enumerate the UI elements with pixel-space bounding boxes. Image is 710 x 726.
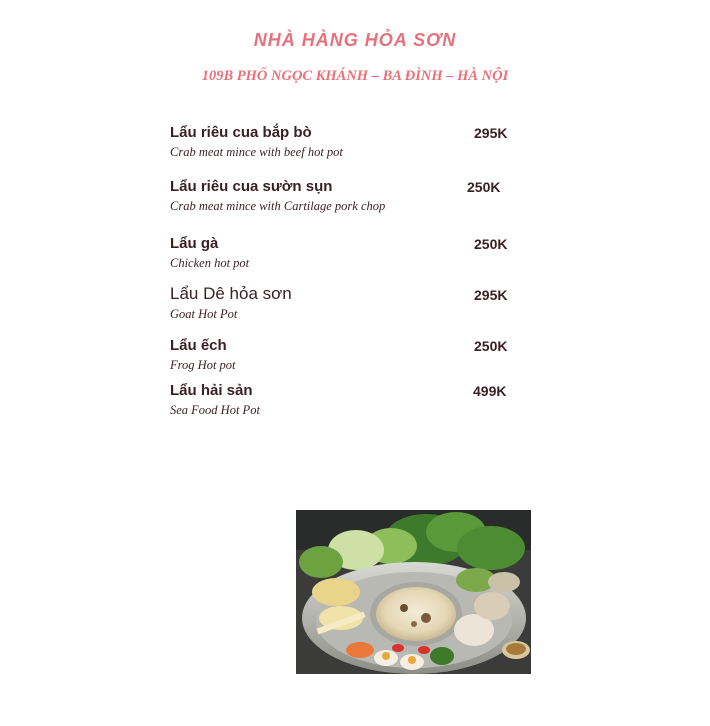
hot-pot-photo (296, 510, 531, 674)
item-price: 499K (473, 383, 507, 399)
item-name: Lẩu Dê hỏa sơn (170, 284, 292, 303)
item-description: Chicken hot pot (170, 256, 250, 270)
hot-pot-illustration (296, 510, 531, 674)
item-name: Lẩu ếch (170, 337, 227, 354)
menu-item-seafood (170, 382, 530, 426)
menu-item-goat (170, 286, 530, 330)
restaurant-address: 109B PHỐ NGỌC KHÁNH – BA ĐÌNH – HÀ NỘI (201, 68, 509, 84)
item-description: Sea Food Hot Pot (170, 403, 260, 417)
menu-item-chicken (170, 235, 530, 279)
item-description: Crab meat mince with Cartilage pork chop (170, 199, 386, 213)
menu-item-frog (170, 337, 530, 381)
item-price: 250K (467, 179, 501, 195)
item-description: Crab meat mince with beef hot pot (170, 145, 343, 159)
item-name: Lẩu riêu cua bắp bò (170, 124, 312, 141)
restaurant-name: NHÀ HÀNG HỎA SƠN (253, 30, 457, 50)
item-description: Frog Hot pot (170, 358, 236, 372)
item-name: Lẩu gà (170, 235, 219, 252)
item-price: 250K (474, 236, 508, 252)
item-price: 250K (474, 338, 508, 354)
item-name: Lẩu riêu cua sườn sụn (170, 178, 333, 195)
item-description: Goat Hot Pot (170, 307, 238, 321)
menu-item-crab-beef (170, 124, 530, 168)
item-price: 295K (474, 125, 508, 141)
menu-item-crab-cartilage (170, 178, 530, 222)
item-name: Lẩu hải sản (170, 382, 253, 399)
item-price: 295K (474, 287, 508, 303)
